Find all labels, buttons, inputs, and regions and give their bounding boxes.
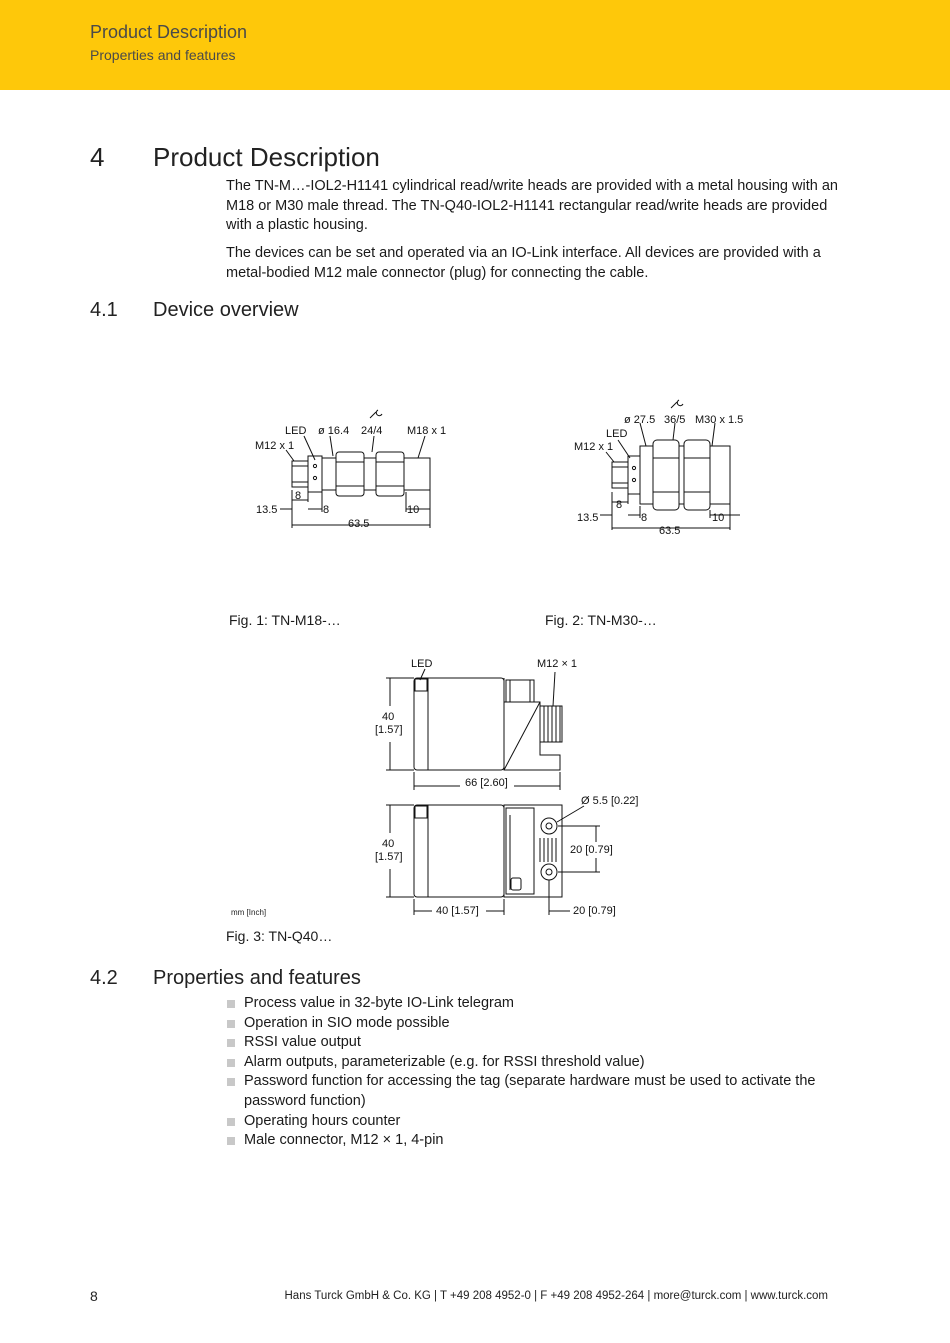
subsection-title: Properties and features	[153, 967, 361, 989]
bullet-square-icon	[227, 1000, 235, 1008]
fig2-dim-10: 10	[712, 512, 725, 524]
fig1-label-led: LED	[285, 425, 307, 437]
list-item: Operating hours counter	[226, 1112, 846, 1132]
bullet-square-icon	[227, 1039, 235, 1047]
fig3-label-led: LED	[411, 658, 433, 670]
fig2-caption: Fig. 2: TN-M30-…	[545, 612, 657, 628]
header-subtitle: Properties and features	[90, 47, 236, 63]
fig2-label-led: LED	[606, 428, 628, 440]
fig3-dim-hole: Ø 5.5 [0.22]	[581, 795, 639, 807]
features-list	[226, 994, 846, 1151]
fig2-dim-13-5: 13.5	[577, 512, 599, 524]
subsection-number: 4.2	[90, 967, 118, 989]
fig2-dim-63-5: 63.5	[659, 525, 681, 537]
fig1-dim-10: 10	[407, 504, 420, 516]
section-title: Product Description	[153, 142, 380, 172]
fig1-dim-8b: 8	[323, 504, 330, 516]
fig2-label-diameter: ø 27.5	[624, 414, 656, 426]
fig1-caption: Fig. 1: TN-M18-…	[229, 612, 341, 628]
section-number: 4	[90, 142, 105, 172]
fig1-dim-13-5: 13.5	[256, 504, 278, 516]
fig3-dim-w20: 20 [0.79]	[573, 905, 616, 917]
fig3-drawing	[386, 669, 600, 915]
fig3-dim-h40a-inch: [1.57]	[375, 724, 403, 736]
fig1-dim-8a: 8	[295, 490, 302, 502]
fig2-label-wrench: 36/5	[664, 414, 686, 426]
list-item: Male connector, M12 × 1, 4-pin	[226, 1131, 846, 1151]
list-item: Alarm outputs, parameterizable (e.g. for RSSI threshold value)	[226, 1053, 846, 1073]
fig1-label-diameter: ø 16.4	[318, 425, 350, 437]
paragraph-io-link: The devices can be set and operated via an IO-Link interface. All devices are provided with a metal-bodied M12 male connector (plug) for connecting the cable.	[226, 245, 821, 281]
bullet-square-icon	[227, 1078, 235, 1086]
list-item: Process value in 32-byte IO-Link telegram	[226, 994, 846, 1014]
bullet-square-icon	[227, 1118, 235, 1126]
footer-contact: Hans Turck GmbH & Co. KG | T +49 208 4952-0 | F +49 208 4952-264 | more@turck.com | www.turck.com	[284, 1290, 828, 1302]
list-item: RSSI value output	[226, 1033, 846, 1053]
page-number: 8	[90, 1288, 98, 1304]
fig3-dim-d20v: 20 [0.79]	[570, 844, 613, 856]
fig1-label-connector: M12 x 1	[255, 440, 295, 452]
fig3-dim-h40a: 40	[382, 711, 395, 723]
list-item: Password function for accessing the tag (separate hardware must be used to activate the password function)	[226, 1072, 846, 1111]
fig1-dim-63-5: 63.5	[348, 518, 370, 530]
header-title: Product Description	[90, 22, 248, 42]
bullet-square-icon	[227, 1059, 235, 1067]
bullet-square-icon	[227, 1137, 235, 1145]
fig3-dim-h40b-inch: [1.57]	[375, 851, 403, 863]
fig3-dim-w66: 66 [2.60]	[465, 777, 508, 789]
fig2-label-thread: M30 x 1.5	[695, 414, 744, 426]
fig3-dim-w40: 40 [1.57]	[436, 905, 479, 917]
fig3-label-connector: M12 × 1	[537, 658, 578, 670]
fig3-caption: Fig. 3: TN-Q40…	[226, 928, 333, 944]
fig2-dim-8b: 8	[641, 512, 648, 524]
fig3-dim-h40b: 40	[382, 838, 395, 850]
paragraph-intro: The TN-M…-IOL2-H1141 cylindrical read/write heads are provided with a metal housing with an M18 or M30 male thread. The TN-Q40-IOL2-H1141 rectangular read/write heads are provided with a plastic housing.	[226, 178, 838, 233]
subsection-title: Device overview	[153, 299, 299, 321]
fig1-label-thread: M18 x 1	[407, 425, 447, 437]
fig2-label-connector: M12 x 1	[574, 441, 614, 453]
subsection-number: 4.1	[90, 299, 118, 321]
list-item: Operation in SIO mode possible	[226, 1014, 846, 1034]
fig2-dim-8a: 8	[616, 499, 623, 511]
fig3-units: mm [Inch]	[231, 908, 267, 917]
bullet-square-icon	[227, 1020, 235, 1028]
fig1-label-wrench: 24/4	[361, 425, 383, 437]
